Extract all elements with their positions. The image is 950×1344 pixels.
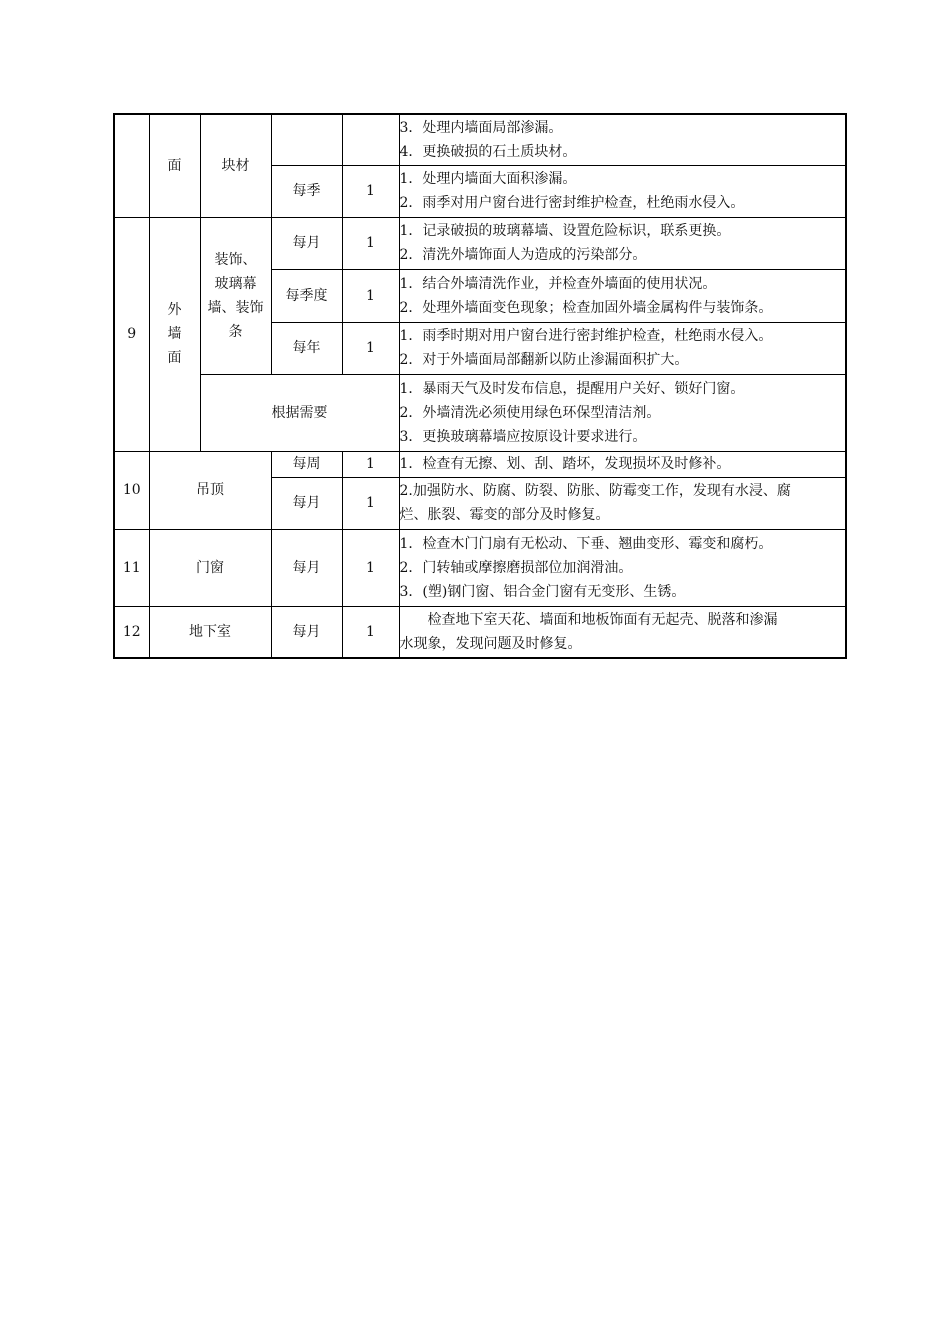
content-line: 水现象，发现问题及时修复。	[399, 635, 582, 652]
sub-item-line: 玻璃幕	[214, 275, 257, 292]
frequency-cell	[271, 114, 342, 165]
content-line: 2.加强防水、防腐、防裂、防胀、防霉变工作，发现有水浸、腐	[399, 483, 791, 499]
item-char: 外	[167, 302, 182, 318]
count-cell: 1	[342, 322, 399, 374]
sub-item-line: 条	[228, 323, 243, 340]
item-cell: 门窗	[149, 529, 271, 606]
frequency-cell: 每季	[271, 165, 342, 217]
table-row	[114, 374, 846, 451]
content-line: 2．门转轴或摩擦磨损部位加润滑油。	[399, 559, 633, 576]
content-cell	[399, 374, 846, 451]
content-line: 2．清洗外墙饰面人为造成的污染部分。	[399, 247, 647, 263]
row-number-cell: 10	[114, 451, 149, 529]
content-cell	[399, 451, 846, 477]
content-line: 1．处理内墙面大面积渗漏。	[399, 171, 577, 187]
count-cell: 1	[342, 529, 399, 606]
content-cell	[399, 606, 846, 658]
content-line: 2．处理外墙面变色现象；检查加固外墙金属构件与装饰条。	[399, 299, 773, 316]
content-line: 2．对于外墙面局部翻新以防止渗漏面积扩大。	[399, 352, 689, 368]
item-cell: 面	[149, 114, 200, 217]
content-line: 1．雨季时期对用户窗台进行密封维护检查，杜绝雨水侵入。	[399, 328, 773, 344]
sub-item-cell: 块材	[200, 114, 271, 217]
content-line: 4．更换破损的石土质块材。	[399, 143, 577, 160]
content-cell	[399, 477, 846, 529]
row-number-cell: 12	[114, 606, 149, 658]
content-cell	[399, 165, 846, 217]
frequency-cell: 每季度	[271, 269, 342, 322]
count-cell: 1	[342, 606, 399, 658]
table-row	[114, 529, 846, 606]
count-cell: 1	[342, 451, 399, 477]
content-line: 2．外墙清洗必须使用绿色环保型清洁剂。	[399, 404, 661, 421]
frequency-cell: 每月	[271, 217, 342, 269]
content-line: 烂、胀裂、霉变的部分及时修复。	[399, 507, 610, 523]
frequency-cell: 每年	[271, 322, 342, 374]
frequency-cell: 每周	[271, 451, 342, 477]
content-line: 1．暴雨天气及时发布信息，提醒用户关好、锁好门窗。	[399, 380, 745, 397]
maintenance-table	[113, 113, 847, 659]
sub-item-cell	[200, 217, 271, 374]
count-cell: 1	[342, 269, 399, 322]
content-cell	[399, 114, 846, 165]
content-line: 1．检查有无擦、划、刮、踏坏，发现损坏及时修补。	[399, 456, 731, 472]
content-line: 3．处理内墙面局部渗漏。	[399, 119, 563, 136]
item-char: 墙	[167, 326, 182, 342]
row-number-cell: 9	[114, 217, 149, 451]
count-cell: 1	[342, 217, 399, 269]
table-row	[114, 114, 846, 165]
content-line: 3．更换玻璃幕墙应按原设计要求进行。	[399, 428, 647, 445]
content-cell	[399, 322, 846, 374]
frequency-cell: 每月	[271, 529, 342, 606]
sub-item-line: 墙、装饰	[207, 299, 264, 316]
content-line: 检查地下室天花、墙面和地板饰面有无起壳、脱落和渗漏	[427, 611, 778, 628]
table-row	[114, 451, 846, 477]
content-line: 1．检查木门门扇有无松动、下垂、翘曲变形、霉变和腐朽。	[399, 535, 773, 552]
frequency-cell: 每月	[271, 477, 342, 529]
count-cell	[342, 114, 399, 165]
content-cell	[399, 529, 846, 606]
item-cell: 地下室	[149, 606, 271, 658]
frequency-cell: 根据需要	[200, 374, 399, 451]
row-number-cell: 11	[114, 529, 149, 606]
item-cell: 吊顶	[149, 451, 271, 529]
sub-item-line: 装饰、	[214, 251, 257, 268]
table-row	[114, 217, 846, 269]
count-cell: 1	[342, 477, 399, 529]
item-char: 面	[167, 350, 182, 366]
content-line: 2．雨季对用户窗台进行密封维护检查，杜绝雨水侵入。	[399, 195, 745, 211]
row-number-cell	[114, 114, 149, 217]
content-cell	[399, 269, 846, 322]
content-cell	[399, 217, 846, 269]
content-line: 1．结合外墙清洗作业，并检查外墙面的使用状况。	[399, 275, 717, 292]
count-cell: 1	[342, 165, 399, 217]
content-line: 1．记录破损的玻璃幕墙、设置危险标识，联系更换。	[399, 223, 731, 239]
table-row	[114, 606, 846, 658]
item-cell	[149, 217, 200, 451]
content-line: 3．(塑)钢门窗、铝合金门窗有无变形、生锈。	[399, 583, 686, 600]
frequency-cell: 每月	[271, 606, 342, 658]
